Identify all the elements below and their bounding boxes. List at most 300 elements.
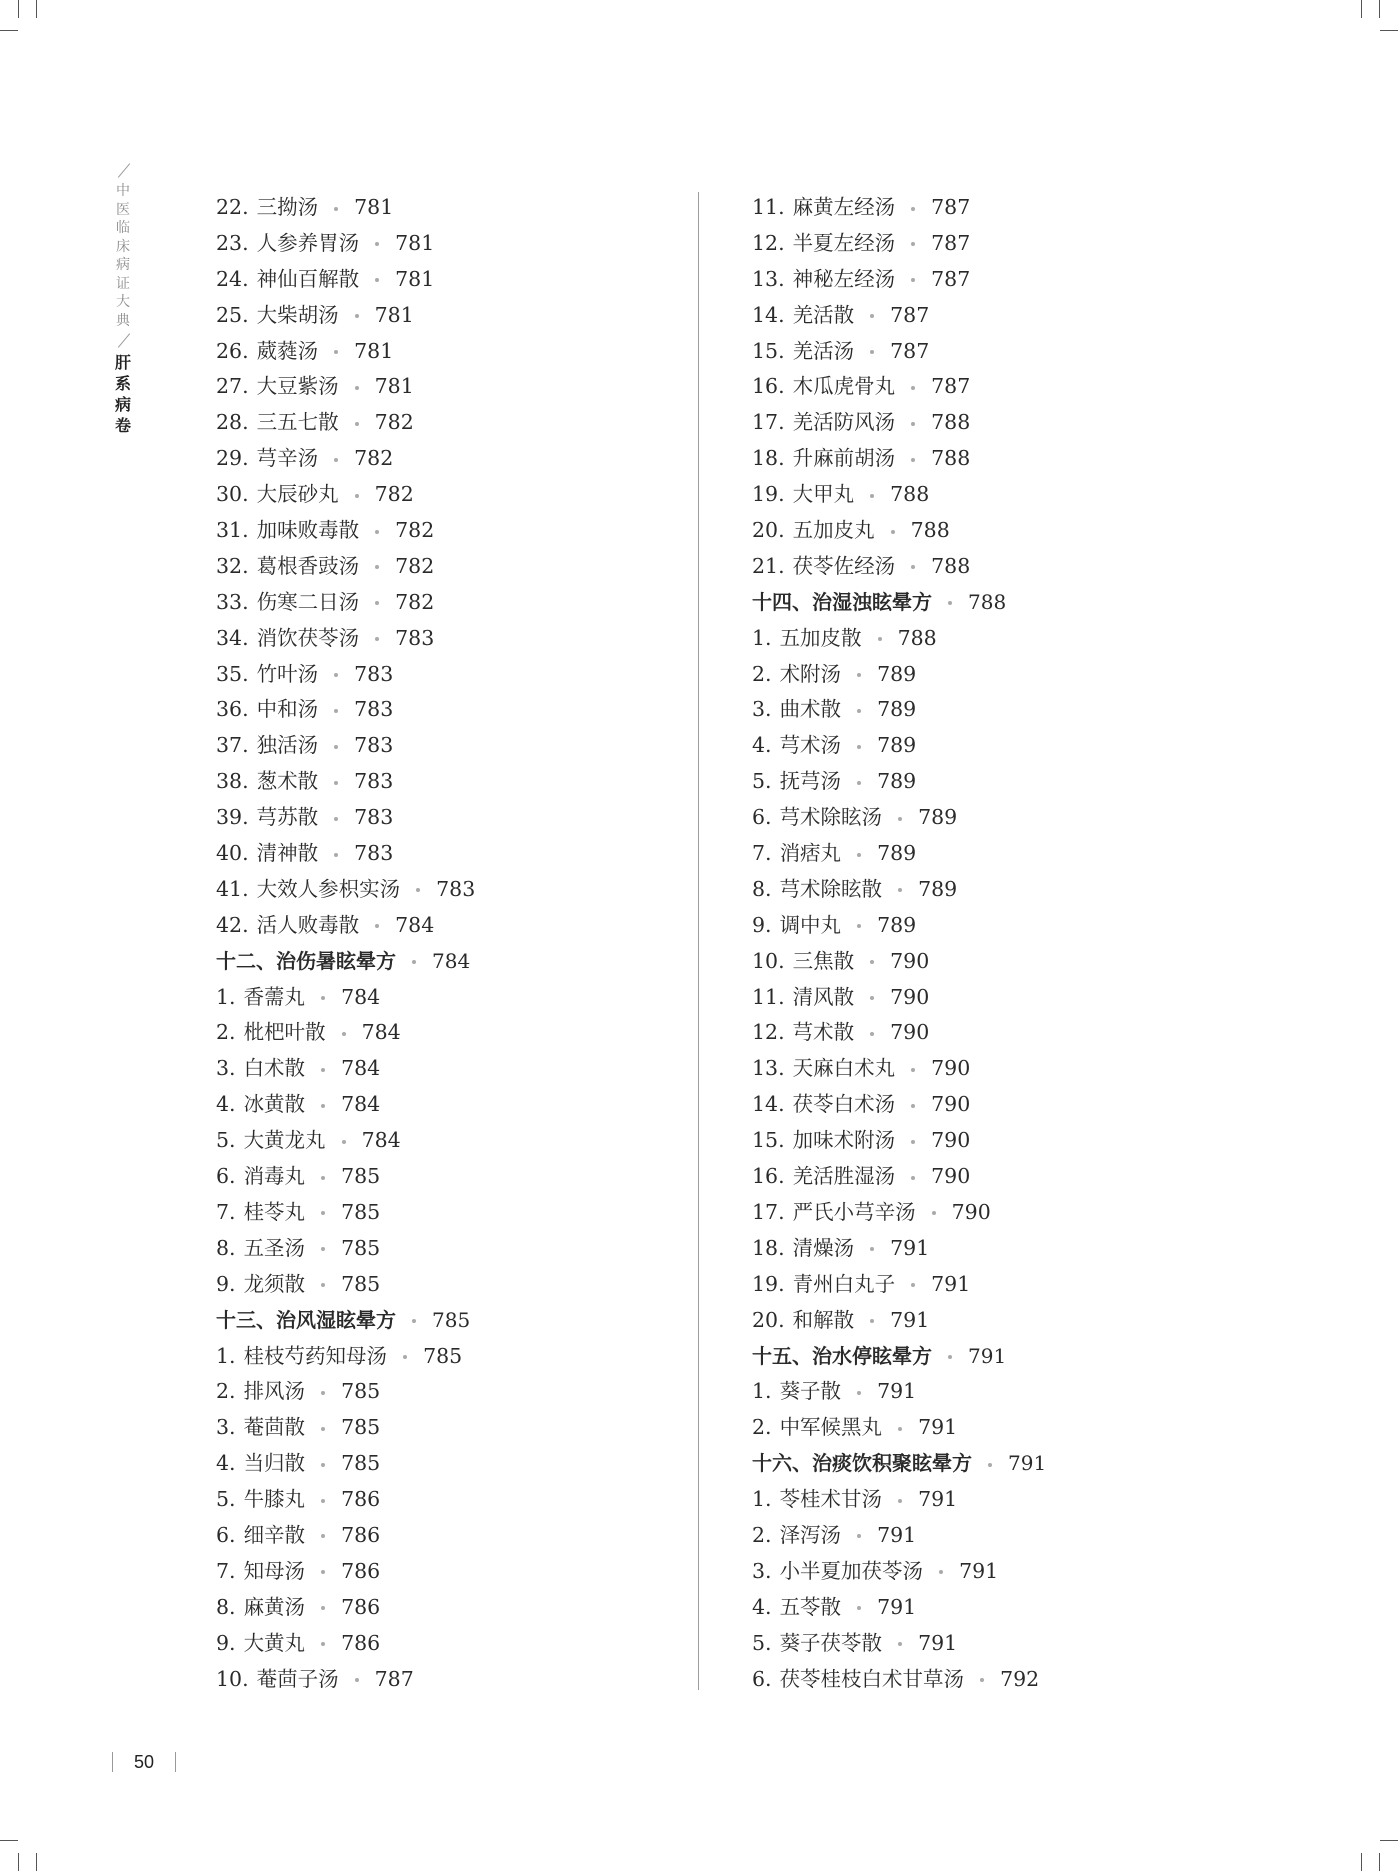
page-ref: 787 — [890, 338, 930, 363]
dot-separator — [911, 1104, 915, 1108]
page-ref: 791 — [959, 1558, 999, 1583]
page-ref: 782 — [395, 518, 435, 543]
page-ref: 791 — [877, 1379, 917, 1404]
dot-separator — [403, 1355, 407, 1359]
formula-name: 消痞丸 — [779, 841, 842, 866]
entry-number: 8. — [216, 1235, 236, 1260]
entry-number: 7. — [216, 1558, 236, 1583]
toc-section-heading — [752, 1339, 1272, 1375]
entry-number: 4. — [216, 1092, 236, 1117]
entry-number: 11. — [752, 195, 785, 219]
toc-entry — [752, 1087, 1272, 1123]
formula-name: 排风汤 — [243, 1379, 306, 1404]
dot-separator — [321, 996, 325, 1000]
entry-number: 18. — [752, 1235, 785, 1260]
toc-entry — [752, 405, 1272, 441]
page-ref: 789 — [918, 876, 958, 901]
page-ref: 785 — [341, 1415, 381, 1440]
formula-name: 清燥汤 — [792, 1235, 855, 1260]
page-ref: 791 — [890, 1307, 930, 1332]
formula-name: 羌活汤 — [792, 338, 855, 363]
page-ref: 782 — [395, 553, 435, 578]
toc-entry — [216, 1339, 686, 1375]
toc-entry — [752, 1410, 1272, 1446]
entry-number: 14. — [752, 1092, 785, 1117]
column-divider — [698, 192, 699, 1690]
toc-entry — [752, 908, 1272, 944]
page-ref: 791 — [877, 1522, 917, 1547]
page-ref: 785 — [423, 1343, 463, 1368]
dot-separator — [857, 1606, 861, 1610]
page-ref: 789 — [877, 733, 917, 758]
volume-title — [112, 352, 134, 436]
entry-number: 29. — [216, 446, 249, 471]
toc-entry — [216, 1159, 686, 1195]
page-ref: 783 — [395, 625, 435, 650]
page-ref: 790 — [890, 948, 930, 973]
toc-entry — [216, 1626, 686, 1662]
page-ref: 787 — [890, 302, 930, 327]
toc-entry — [216, 836, 686, 872]
section-title: 十六、治痰饮积聚眩晕方 — [752, 1451, 972, 1476]
toc-entry — [216, 1590, 686, 1626]
formula-name: 三焦散 — [792, 948, 855, 973]
formula-name: 菴茴子汤 — [256, 1666, 339, 1691]
dot-separator — [355, 386, 359, 390]
formula-name: 中和汤 — [256, 697, 319, 722]
page-ref: 785 — [432, 1307, 471, 1332]
entry-number: 12. — [752, 1020, 785, 1045]
toc-entry — [752, 944, 1272, 980]
formula-name: 神秘左经汤 — [792, 266, 896, 291]
toc-section-heading — [752, 1446, 1272, 1482]
page-ref: 782 — [374, 482, 414, 507]
dot-separator — [988, 1463, 992, 1467]
page-ref: 787 — [931, 230, 971, 255]
dot-separator — [334, 709, 338, 713]
toc-entry — [216, 1662, 686, 1698]
entry-number: 32. — [216, 553, 249, 578]
crop-mark — [1380, 30, 1398, 31]
folio-rule — [112, 1752, 113, 1772]
page-ref: 784 — [395, 912, 435, 937]
entry-number: 6. — [752, 1666, 772, 1691]
entry-number: 31. — [216, 518, 249, 543]
entry-number: 1. — [752, 1379, 772, 1404]
section-title: 十四、治湿浊眩晕方 — [752, 589, 932, 614]
series-title-char: 典 — [116, 312, 130, 329]
entry-number: 23. — [216, 230, 249, 255]
formula-name: 消饮茯苓汤 — [256, 625, 360, 650]
page-ref: 788 — [897, 625, 937, 650]
toc-entry — [752, 728, 1272, 764]
entry-number: 20. — [752, 1307, 785, 1332]
formula-name: 当归散 — [243, 1451, 306, 1476]
toc-entry — [752, 980, 1272, 1016]
series-title-char: 床 — [116, 238, 130, 255]
toc-entry — [216, 764, 686, 800]
formula-name: 葵子散 — [779, 1379, 842, 1404]
dot-separator — [878, 637, 882, 641]
toc-entry — [752, 441, 1272, 477]
entry-number: 30. — [216, 482, 249, 507]
crop-mark — [0, 1840, 18, 1841]
page-ref: 791 — [890, 1235, 930, 1260]
dot-separator — [911, 422, 915, 426]
entry-number: 20. — [752, 518, 785, 543]
formula-name: 茯苓白术汤 — [792, 1092, 896, 1117]
dot-separator — [375, 924, 379, 928]
toc-entry — [752, 1015, 1272, 1051]
volume-title-char: 肝 — [114, 353, 131, 372]
formula-name: 清神散 — [256, 841, 319, 866]
toc-entry — [752, 872, 1272, 908]
entry-number: 35. — [216, 661, 249, 686]
page-ref: 787 — [931, 266, 971, 291]
entry-number: 13. — [752, 266, 785, 291]
page-ref: 788 — [931, 553, 971, 578]
page-ref: 790 — [931, 1092, 971, 1117]
page-ref: 791 — [968, 1343, 1007, 1368]
toc-entry — [752, 1231, 1272, 1267]
formula-name: 葱术散 — [256, 769, 319, 794]
entry-number: 1. — [752, 625, 772, 650]
section-title: 十三、治风湿眩晕方 — [216, 1307, 396, 1332]
page-ref: 791 — [877, 1594, 917, 1619]
toc-entry — [216, 334, 686, 370]
page-ref: 788 — [890, 482, 930, 507]
entry-number: 34. — [216, 625, 249, 650]
page-ref: 782 — [354, 446, 394, 471]
toc-entry — [216, 262, 686, 298]
dot-separator — [911, 278, 915, 282]
page-ref: 784 — [341, 1056, 381, 1081]
formula-name: 羌活防风汤 — [792, 410, 896, 435]
dot-separator — [870, 1032, 874, 1036]
entry-number: 8. — [752, 876, 772, 901]
entry-number: 9. — [216, 1271, 236, 1296]
toc-entry — [752, 1159, 1272, 1195]
dot-separator — [334, 781, 338, 785]
entry-number: 4. — [752, 1594, 772, 1619]
dot-separator — [321, 1247, 325, 1251]
toc-entry — [752, 692, 1272, 728]
formula-name: 羌活胜湿汤 — [792, 1164, 896, 1189]
page-ref: 784 — [341, 984, 381, 1009]
page-ref: 784 — [361, 1020, 401, 1045]
section-title: 十五、治水停眩晕方 — [752, 1343, 932, 1368]
page-ref: 783 — [354, 841, 394, 866]
dot-separator — [375, 242, 379, 246]
dot-separator — [416, 888, 420, 892]
volume-title-char: 病 — [114, 395, 131, 414]
entry-number: 1. — [752, 1487, 772, 1512]
formula-name: 芎术除眩汤 — [779, 805, 883, 830]
toc-entry — [752, 1626, 1272, 1662]
toc-entry — [216, 1123, 686, 1159]
formula-name: 神仙百解散 — [256, 266, 360, 291]
entry-number: 25. — [216, 302, 249, 327]
toc-entry — [752, 1267, 1272, 1303]
crop-mark — [0, 30, 18, 31]
dot-separator — [342, 1032, 346, 1036]
toc-left-column — [216, 190, 686, 1697]
formula-name: 茯苓桂枝白术甘草汤 — [779, 1666, 965, 1691]
formula-name: 知母汤 — [243, 1558, 306, 1583]
toc-entry — [752, 1590, 1272, 1626]
formula-name: 小半夏加茯苓汤 — [779, 1558, 924, 1583]
dot-separator — [870, 1319, 874, 1323]
dot-separator — [911, 207, 915, 211]
crop-mark — [1379, 1853, 1380, 1871]
dot-separator — [334, 853, 338, 857]
formula-name: 竹叶汤 — [256, 661, 319, 686]
page-ref: 783 — [354, 769, 394, 794]
page-ref: 790 — [890, 1020, 930, 1045]
formula-name: 芎术散 — [792, 1020, 855, 1045]
entry-number: 36. — [216, 697, 249, 722]
dot-separator — [870, 314, 874, 318]
formula-name: 羌活散 — [792, 302, 855, 327]
toc-section-heading — [216, 944, 686, 980]
page-ref: 786 — [341, 1630, 381, 1655]
page-ref: 791 — [918, 1487, 958, 1512]
dot-separator — [375, 601, 379, 605]
toc-right-column — [752, 190, 1272, 1697]
toc-entry — [216, 908, 686, 944]
formula-name: 大效人参枳实汤 — [256, 876, 401, 901]
dot-separator — [939, 1570, 943, 1574]
formula-name: 菴茴散 — [243, 1415, 306, 1440]
formula-name: 芎术除眩散 — [779, 876, 883, 901]
crop-mark — [36, 1853, 37, 1871]
toc-entry — [752, 226, 1272, 262]
toc-entry — [752, 621, 1272, 657]
formula-name: 细辛散 — [243, 1522, 306, 1547]
entry-number: 37. — [216, 733, 249, 758]
dot-separator — [321, 1176, 325, 1180]
formula-name: 伤寒二日汤 — [256, 589, 360, 614]
toc-entry — [216, 1410, 686, 1446]
page-ref: 783 — [436, 876, 476, 901]
dot-separator — [342, 1140, 346, 1144]
entry-number: 27. — [216, 374, 249, 399]
page-number: 50 — [134, 1752, 155, 1773]
dot-separator — [375, 530, 379, 534]
dot-separator — [355, 494, 359, 498]
toc-entry — [752, 1374, 1272, 1410]
dot-separator — [375, 565, 379, 569]
page-ref: 785 — [341, 1379, 381, 1404]
entry-number: 17. — [752, 1199, 785, 1224]
page-ref: 789 — [918, 805, 958, 830]
dot-separator — [321, 1391, 325, 1395]
entry-number: 7. — [216, 1199, 236, 1224]
formula-name: 芎辛汤 — [256, 446, 319, 471]
toc-entry — [752, 1051, 1272, 1087]
page-ref: 791 — [1008, 1451, 1047, 1476]
toc-entry — [216, 692, 686, 728]
entry-number: 26. — [216, 338, 249, 363]
formula-name: 大豆紫汤 — [256, 374, 339, 399]
series-title-char: 临 — [116, 220, 130, 236]
page-ref: 788 — [931, 446, 971, 471]
formula-name: 清风散 — [792, 984, 855, 1009]
formula-name: 茯苓佐经汤 — [792, 553, 896, 578]
formula-name: 五苓散 — [779, 1594, 842, 1619]
toc-entry — [752, 1303, 1272, 1339]
dot-separator — [948, 1355, 952, 1359]
page-ref: 785 — [341, 1271, 381, 1296]
dot-separator — [980, 1678, 984, 1682]
folio-rule — [175, 1752, 176, 1772]
entry-number: 42. — [216, 912, 249, 937]
formula-name: 曲术散 — [779, 697, 842, 722]
page-ref: 783 — [354, 805, 394, 830]
entry-number: 21. — [752, 553, 785, 578]
toc-entry — [752, 334, 1272, 370]
dot-separator — [911, 1176, 915, 1180]
entry-number: 9. — [216, 1630, 236, 1655]
toc-entry — [216, 513, 686, 549]
volume-title-char: 卷 — [114, 416, 131, 435]
entry-number: 14. — [752, 302, 785, 327]
slash-ornament — [112, 330, 134, 352]
volume-title-char: 系 — [114, 374, 131, 393]
crop-mark — [36, 0, 37, 18]
entry-number: 11. — [752, 984, 785, 1009]
formula-name: 芎术汤 — [779, 733, 842, 758]
entry-number: 13. — [752, 1056, 785, 1081]
toc-entry — [752, 262, 1272, 298]
page-ref: 788 — [968, 589, 1007, 614]
entry-number: 6. — [216, 1164, 236, 1189]
dot-separator — [857, 745, 861, 749]
entry-number: 22. — [216, 195, 249, 219]
formula-name: 中军候黑丸 — [779, 1415, 883, 1440]
crop-mark — [18, 1853, 19, 1871]
dot-separator — [334, 817, 338, 821]
crop-mark — [18, 0, 19, 18]
entry-number: 19. — [752, 1271, 785, 1296]
crop-mark — [1379, 0, 1380, 18]
dot-separator — [911, 1068, 915, 1072]
page-ref: 792 — [1000, 1666, 1040, 1691]
page-ref: 783 — [354, 661, 394, 686]
formula-name: 抚芎汤 — [779, 769, 842, 794]
page-ref: 782 — [395, 589, 435, 614]
toc-entry — [752, 369, 1272, 405]
dot-separator — [375, 637, 379, 641]
toc-entry — [216, 190, 686, 226]
formula-name: 五加皮丸 — [792, 518, 875, 543]
entry-number: 40. — [216, 841, 249, 866]
dot-separator — [898, 1427, 902, 1431]
series-title-char: 证 — [116, 275, 130, 292]
toc-entry — [216, 1051, 686, 1087]
formula-name: 三拗汤 — [256, 195, 319, 219]
page-ref: 788 — [931, 410, 971, 435]
toc-entry — [752, 800, 1272, 836]
dot-separator — [334, 207, 338, 211]
dot-separator — [321, 1463, 325, 1467]
dot-separator — [857, 853, 861, 857]
page-ref: 786 — [341, 1558, 381, 1583]
dot-separator — [321, 1534, 325, 1538]
page-ref: 785 — [341, 1199, 381, 1224]
page-ref: 788 — [910, 518, 950, 543]
formula-name: 加味术附汤 — [792, 1128, 896, 1153]
toc-entry — [216, 980, 686, 1016]
formula-name: 苓桂术甘汤 — [779, 1487, 883, 1512]
page-ref: 790 — [931, 1128, 971, 1153]
formula-name: 消毒丸 — [243, 1164, 306, 1189]
page-ref: 789 — [877, 912, 917, 937]
toc-entry — [216, 1231, 686, 1267]
dot-separator — [857, 924, 861, 928]
dot-separator — [948, 601, 952, 605]
entry-number: 41. — [216, 876, 249, 901]
dot-separator — [321, 1068, 325, 1072]
page-ref: 784 — [432, 948, 471, 973]
dot-separator — [375, 278, 379, 282]
dot-separator — [355, 1678, 359, 1682]
toc-entry — [216, 585, 686, 621]
formula-name: 麻黄左经汤 — [792, 195, 896, 219]
formula-name: 枇杷叶散 — [243, 1020, 326, 1045]
dot-separator — [898, 817, 902, 821]
dot-separator — [355, 314, 359, 318]
dot-separator — [334, 745, 338, 749]
formula-name: 香薷丸 — [243, 984, 306, 1009]
page-ref: 790 — [931, 1164, 971, 1189]
formula-name: 加味败毒散 — [256, 518, 360, 543]
entry-number: 16. — [752, 1164, 785, 1189]
page-ref: 786 — [341, 1522, 381, 1547]
formula-name: 桂苓丸 — [243, 1199, 306, 1224]
toc-entry — [216, 728, 686, 764]
page-ref: 783 — [354, 697, 394, 722]
formula-name: 葛根香豉汤 — [256, 553, 360, 578]
dot-separator — [321, 1427, 325, 1431]
page-ref: 784 — [361, 1128, 401, 1153]
dot-separator — [412, 960, 416, 964]
entry-number: 2. — [216, 1020, 236, 1045]
dot-separator — [334, 350, 338, 354]
toc-entry — [752, 477, 1272, 513]
dot-separator — [870, 494, 874, 498]
series-title-char: 中 — [116, 183, 130, 199]
page-ref: 790 — [951, 1199, 991, 1224]
page-ref: 785 — [341, 1451, 381, 1476]
dot-separator — [932, 1211, 936, 1215]
entry-number: 5. — [752, 769, 772, 794]
formula-name: 白术散 — [243, 1056, 306, 1081]
toc-entry — [752, 657, 1272, 693]
entry-number: 8. — [216, 1594, 236, 1619]
dot-separator — [891, 530, 895, 534]
toc-entry — [752, 1195, 1272, 1231]
dot-separator — [911, 242, 915, 246]
toc-entry — [216, 1374, 686, 1410]
entry-number: 5. — [216, 1487, 236, 1512]
entry-number: 15. — [752, 338, 785, 363]
toc-entry — [216, 441, 686, 477]
entry-number: 39. — [216, 805, 249, 830]
toc-entry — [752, 1482, 1272, 1518]
page-ref: 782 — [374, 410, 414, 435]
entry-number: 3. — [752, 697, 772, 722]
